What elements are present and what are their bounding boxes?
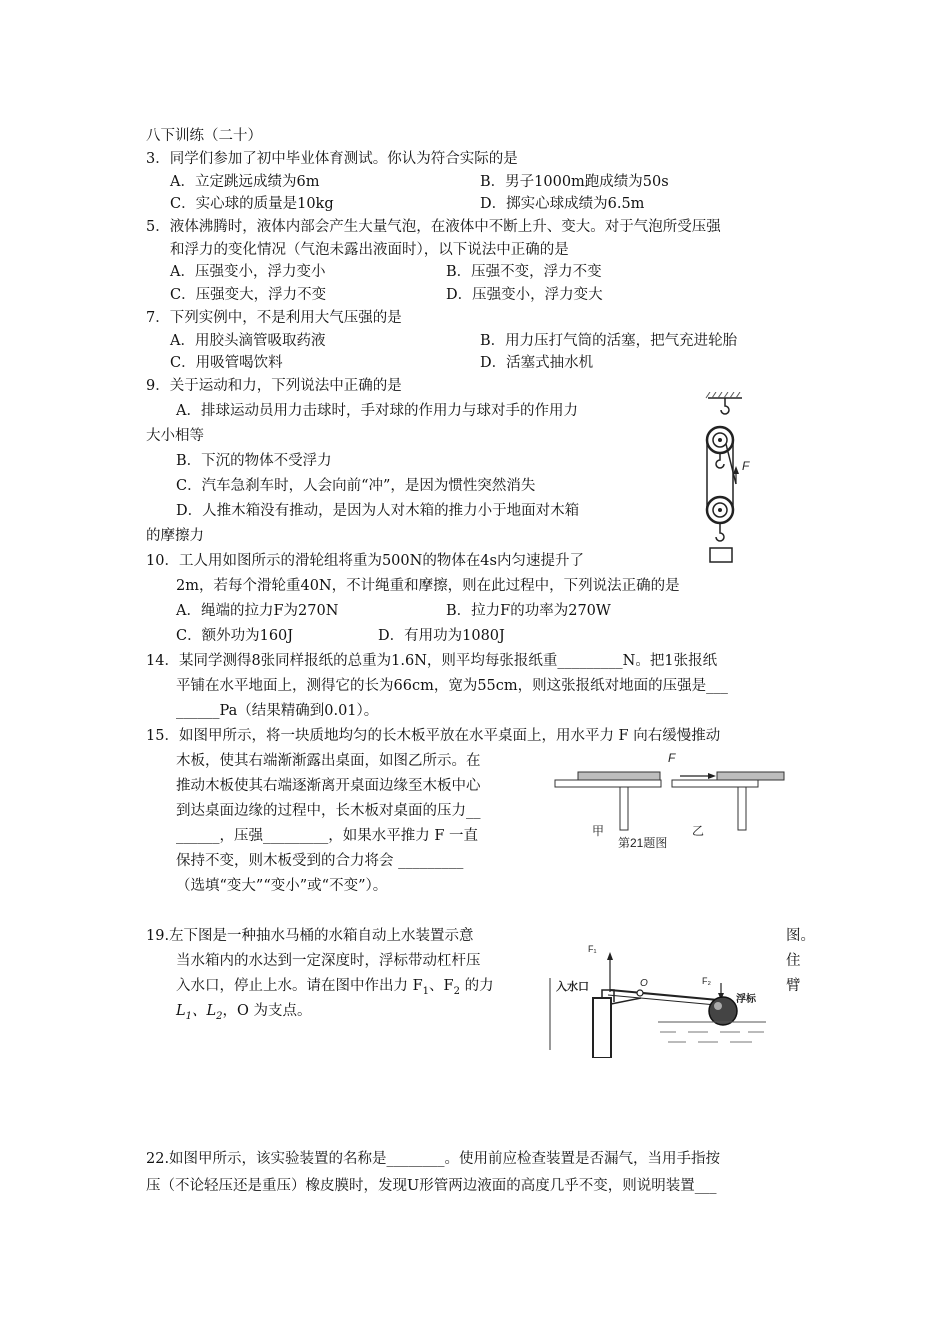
q7-option-b: B．用力压打气筒的活塞，把气充进轮胎 xyxy=(480,333,738,349)
q9-option-d-line1: D．人推木箱没有推动，是因为人对木箱的推力小于地面对木箱 xyxy=(176,503,580,519)
q10-stem-line2: 2m，若每个滑轮重40N，不计绳重和摩擦，则在此过程中，下列说法正确的是 xyxy=(176,578,680,594)
lever-o-label: O xyxy=(640,978,648,989)
figure-yi-label: 乙 xyxy=(692,824,705,838)
q9-option-a-line1: A．排球运动员用力击球时，手对球的作用力与球对手的作用力 xyxy=(176,403,578,419)
q22-line2: 压（不论轻压还是重压）橡皮膜时，发现U形管两边液面的高度几乎不变，则说明装置___ xyxy=(146,1178,717,1194)
q10-option-c: C．额外功为160J xyxy=(176,628,294,644)
q7-stem: 7．下列实例中，不是利用大气压强的是 xyxy=(146,310,402,326)
q19-line2-end: 住 xyxy=(786,953,801,969)
q19-line3-end: 臂 xyxy=(786,978,801,994)
q3-option-b: B．男子1000m跑成绩为50s xyxy=(480,174,669,190)
q15-line7: （选填“变大”“变小”或“不变”）。 xyxy=(176,878,388,894)
q5-option-d: D．压强变小，浮力变大 xyxy=(446,287,603,303)
q7-option-d: D．活塞式抽水机 xyxy=(480,355,594,371)
figure-jia-label: 甲 xyxy=(592,824,605,838)
q7-option-a: A．用胶头滴管吸取药液 xyxy=(170,333,326,349)
q14-line2: 平铺在水平地面上，测得它的长为66cm，宽为55cm，则这张报纸对地面的压强是___ xyxy=(176,678,728,694)
board-table-figure xyxy=(550,750,790,855)
q19-line2: 当水箱内的水达到一定深度时，浮标带动杠杆压 xyxy=(176,953,481,969)
q5-option-a: A．压强变小，浮力变小 xyxy=(170,264,326,280)
figure-caption: 第21题图 xyxy=(618,836,668,850)
board-f-label: F xyxy=(668,751,676,765)
q19-line1: 19.左下图是一种抽水马桶的水箱自动上水装置示意 xyxy=(146,928,474,944)
q3-option-d: D．掷实心球成绩为6.5m xyxy=(480,196,645,212)
q22-line1: 22.如图甲所示，该实验装置的名称是________。使用前应检查装置是否漏气，当用手指按 xyxy=(146,1151,721,1167)
pulley-f-label: F xyxy=(742,459,750,473)
q15-line3: 推动木板使其右端逐渐离开桌面边缘至木板中心 xyxy=(176,778,481,794)
q15-line2: 木板，使其右端渐渐露出桌面，如图乙所示。在 xyxy=(176,753,481,769)
q3-stem: 3．同学们参加了初中毕业体育测试。你认为符合实际的是 xyxy=(146,151,518,167)
q14-line3: ______Pa（结果精确到0.01）。 xyxy=(176,703,379,719)
q9-stem: 9．关于运动和力，下列说法中正确的是 xyxy=(146,378,402,394)
q10-option-a: A．绳端的拉力F为270N xyxy=(176,603,339,619)
q19-line1-end: 图。 xyxy=(786,928,815,944)
q15-line5: ______，压强_________，如果水平推力 F 一直 xyxy=(176,828,479,844)
q9-option-c: C．汽车急刹车时，人会向前“冲”，是因为惯性突然消失 xyxy=(176,478,536,494)
q3-option-c: C．实心球的质量是10kg xyxy=(170,196,334,212)
q10-stem-line1: 10．工人用如图所示的滑轮组将重为500N的物体在4s内匀速提升了 xyxy=(146,553,584,569)
q7-option-c: C．用吸管喝饮料 xyxy=(170,355,283,371)
q5-stem-line1: 5．液体沸腾时，液体内部会产生大量气泡，在液体中不断上升、变大。对于气泡所受压强 xyxy=(146,219,721,235)
q9-option-b: B．下沉的物体不受浮力 xyxy=(176,453,332,469)
q9-option-d-line2: 的摩擦力 xyxy=(146,528,204,544)
q10-option-d: D．有用功为1080J xyxy=(378,628,505,644)
pulley-figure xyxy=(690,392,760,572)
q15-line6: 保持不变，则木板受到的合力将会 _________ xyxy=(176,853,464,869)
q3-option-a: A．立定跳远成绩为6m xyxy=(170,174,320,190)
page-header: 八下训练（二十） xyxy=(146,128,262,144)
q19-line4: $L_1$、$L_2$，O 为支点。 xyxy=(176,1003,312,1022)
q19-line3: 入水口，停止上水。请在图中作出力 $F_1$、$F_2$ 的力 xyxy=(176,978,494,997)
q5-option-c: C．压强变大，浮力不变 xyxy=(170,287,327,303)
q15-line1: 15．如图甲所示，将一块质地均匀的长木板平放在水平桌面上，用水平力 F 向右缓慢推动 xyxy=(146,728,721,744)
q10-option-b: B．拉力F的功率为270W xyxy=(446,603,611,619)
lever-float-figure xyxy=(548,938,768,1058)
lever-inlet-label: 入水口 xyxy=(556,981,589,993)
lever-f1-label: F₁ xyxy=(588,944,597,954)
q15-line4: 到达桌面边缘的过程中，长木板对桌面的压力__ xyxy=(176,803,481,819)
q5-stem-line2: 和浮力的变化情况（气泡未露出液面时），以下说法中正确的是 xyxy=(170,242,569,258)
q5-option-b: B．压强不变，浮力不变 xyxy=(446,264,602,280)
q14-line1: 14．某同学测得8张同样报纸的总重为1.6N，则平均每张报纸重_________N。把1张报纸 xyxy=(146,653,718,669)
q9-option-a-line2: 大小相等 xyxy=(146,428,204,444)
lever-f2-label: F₂ xyxy=(702,976,711,986)
lever-float-label: 浮标 xyxy=(736,994,756,1005)
